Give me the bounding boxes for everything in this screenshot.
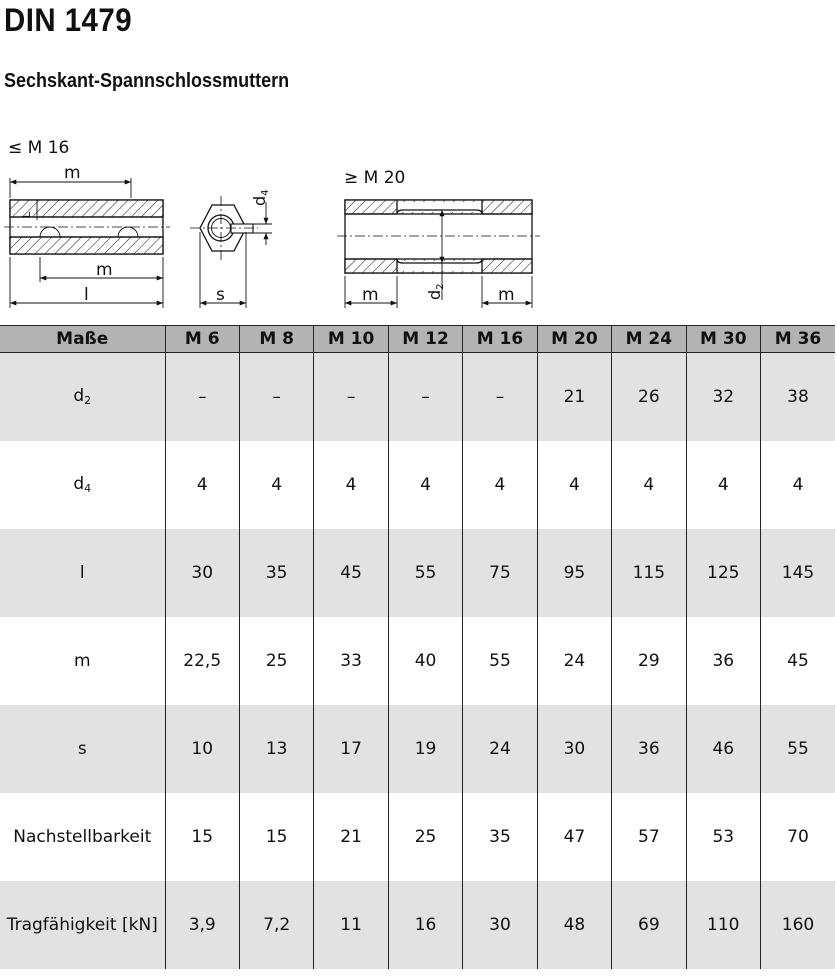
table-cell: 35	[239, 529, 313, 617]
column-header: M 16	[463, 326, 537, 353]
row-label	[0, 705, 165, 793]
table-cell: 110	[686, 881, 760, 969]
row-label	[0, 441, 165, 529]
table-row	[0, 441, 835, 529]
dim-d2: d2	[425, 283, 446, 300]
table-cell: –	[463, 353, 537, 441]
table-cell: 17	[314, 705, 388, 793]
table-cell: 30	[537, 705, 611, 793]
small-size-label: ≤ M 16	[8, 138, 70, 158]
dimensions-table	[0, 325, 835, 969]
dim-s: s	[216, 285, 225, 305]
table-cell: 19	[388, 705, 462, 793]
dim-d4: d4	[250, 189, 271, 206]
header-masse: Maße	[0, 326, 165, 353]
table-cell: 30	[463, 881, 537, 969]
table-cell: 46	[686, 705, 760, 793]
table-cell: 30	[165, 529, 239, 617]
table-cell: 33	[314, 617, 388, 705]
table-cell: 3,9	[165, 881, 239, 969]
table-cell: 4	[761, 441, 836, 529]
hexagon-end-view	[190, 189, 272, 308]
table-cell: 4	[686, 441, 760, 529]
dim-m-top: m	[64, 163, 81, 183]
page-title: DIN 1479	[4, 2, 133, 38]
table-cell: 75	[463, 529, 537, 617]
column-header: M 12	[388, 326, 462, 353]
dim-L: L	[20, 211, 33, 218]
row-label-text: s	[77, 738, 87, 759]
dim-m-right: m	[498, 285, 515, 305]
row-label	[0, 881, 165, 969]
row-label	[0, 529, 165, 617]
table-cell: 48	[537, 881, 611, 969]
table-cell: 11	[314, 881, 388, 969]
table-cell: 36	[686, 617, 760, 705]
dim-m-bottom: m	[96, 260, 113, 280]
table-cell: 24	[537, 617, 611, 705]
table-cell: 25	[388, 793, 462, 881]
row-label-text: l	[79, 562, 85, 583]
table-cell: 4	[314, 441, 388, 529]
table-cell: 21	[314, 793, 388, 881]
column-header: M 8	[239, 326, 313, 353]
table-row	[0, 793, 835, 881]
row-label-text: Nachstellbarkeit	[13, 826, 152, 847]
table-cell: 145	[761, 529, 836, 617]
table-cell: 69	[612, 881, 686, 969]
column-header: M 20	[537, 326, 611, 353]
table-cell: 125	[686, 529, 760, 617]
table-cell: 55	[463, 617, 537, 705]
table-cell: 32	[686, 353, 760, 441]
table-cell: –	[388, 353, 462, 441]
table-cell: –	[239, 353, 313, 441]
table-cell: 15	[239, 793, 313, 881]
table-cell: 25	[239, 617, 313, 705]
table-cell: 45	[314, 529, 388, 617]
table-cell: 4	[239, 441, 313, 529]
column-header: M 24	[612, 326, 686, 353]
table-cell: –	[165, 353, 239, 441]
column-header: M 30	[686, 326, 760, 353]
table-row	[0, 529, 835, 617]
table-cell: 115	[612, 529, 686, 617]
table-cell: 10	[165, 705, 239, 793]
row-label	[0, 617, 165, 705]
table-cell: 160	[761, 881, 836, 969]
table-cell: 70	[761, 793, 836, 881]
table-cell: 13	[239, 705, 313, 793]
page-subtitle: Sechskant-Spannschlossmuttern	[4, 70, 290, 92]
table-cell: 4	[612, 441, 686, 529]
table-row	[0, 881, 835, 969]
row-label-text: Tragfähigkeit [kN]	[6, 914, 158, 935]
table-cell: 55	[761, 705, 836, 793]
table-cell: 4	[388, 441, 462, 529]
row-label-subscript: 4	[84, 482, 92, 495]
table-cell: 53	[686, 793, 760, 881]
table-cell: –	[314, 353, 388, 441]
table-row	[0, 705, 835, 793]
table-row	[0, 617, 835, 705]
row-label-subscript: 2	[84, 394, 92, 408]
table-cell: 7,2	[239, 881, 313, 969]
table-cell: 57	[612, 793, 686, 881]
table-cell: 4	[165, 441, 239, 529]
row-label	[0, 793, 165, 881]
dim-m-left: m	[362, 285, 379, 305]
large-size-label: ≥ M 20	[344, 168, 406, 188]
table-cell: 55	[388, 529, 462, 617]
table-cell: 26	[612, 353, 686, 441]
small-nut-side-view	[4, 163, 170, 308]
table-cell: 35	[463, 793, 537, 881]
table-cell: 38	[761, 353, 836, 441]
table-cell: 40	[388, 617, 462, 705]
row-label-text: d	[73, 386, 85, 407]
table-cell: 4	[537, 441, 611, 529]
column-header: M 10	[314, 326, 388, 353]
dim-l: l	[84, 285, 89, 305]
table-cell: 24	[463, 705, 537, 793]
table-cell: 22,5	[165, 617, 239, 705]
table-cell: 16	[388, 881, 462, 969]
table-cell: 45	[761, 617, 836, 705]
table-cell: 21	[537, 353, 611, 441]
table-cell: 15	[165, 793, 239, 881]
large-nut-side-view	[337, 200, 540, 308]
row-label-text: d	[73, 474, 85, 494]
table-cell: 4	[463, 441, 537, 529]
table-header-row	[0, 326, 835, 353]
column-header: M 6	[165, 326, 239, 353]
row-label	[0, 353, 165, 441]
table-cell: 95	[537, 529, 611, 617]
table-cell: 36	[612, 705, 686, 793]
table-cell: 47	[537, 793, 611, 881]
table-row	[0, 353, 835, 441]
table-cell: 29	[612, 617, 686, 705]
technical-drawing	[0, 130, 837, 320]
row-label-text: m	[73, 650, 91, 671]
column-header: M 36	[761, 326, 836, 353]
